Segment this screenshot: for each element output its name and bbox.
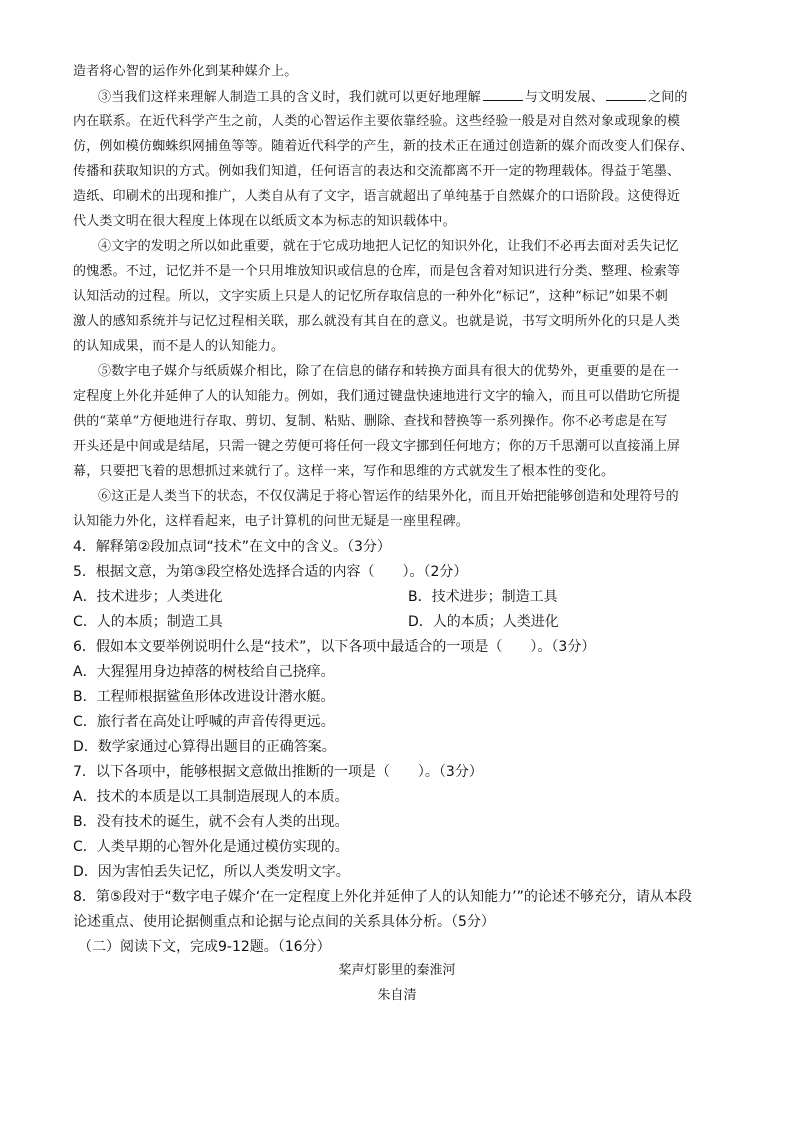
passage-line: 内在联系。在近代科学产生之前，人类的心智运作主要依靠经验。这些经验一般是对自然对象或现象的模	[73, 114, 681, 129]
passage-line: 认知能力外化，这样看起来，电子计算机的问世无疑是一座里程碑。	[73, 514, 470, 529]
section-heading: （二）阅读下文，完成9-12题。（16分）	[78, 939, 331, 955]
passage-line: 传播和获取知识的方式。例如我们知道，任何语言的表达和交流都离不开一定的物理载体。得益于笔墨、	[73, 164, 681, 179]
passage-line: 幕，只要把飞着的思想抓过来就行了。这样一来，写作和思维的方式就发生了根本性的变化。	[73, 464, 615, 479]
fill-blank	[483, 88, 523, 101]
option-b: B．没有技术的诞生，就不会有人类的出现。	[73, 814, 349, 830]
passage-line: 造纸、印刷术的出现和推广，人类自从有了文字，语言就超出了单纯基于自然媒介的口语阶段。这使得近	[73, 189, 681, 204]
passage-line: 代人类文明在很大程度上体现在以纸质文本为标志的知识载体中。	[73, 214, 456, 229]
passage-line: ⑤数字电子媒介与纸质媒介相比，除了在信息的储存和转换方面具有很大的优势外，更重要的是在一	[98, 364, 679, 379]
passage-line: 的愧悉。不过，记忆并不是一个只用堆放知识或信息的仓库，而是包含着对知识进行分类、整理、检索等	[73, 264, 681, 279]
question-8-cont: 论述重点、使用论据侧重点和论据与论点间的关系具体分析。（5分）	[73, 914, 495, 930]
option-d: D．人的本质；人类进化	[408, 614, 559, 630]
option-a: A．技术的本质是以工具制造展现人的本质。	[73, 789, 349, 805]
question-4: 4．解释第②段加点词“技术”在文中的含义。（3分）	[73, 539, 391, 555]
option-c: C．人类早期的心智外化是通过模仿实现的。	[73, 839, 349, 855]
option-c: C．人的本质；制造工具	[73, 614, 223, 630]
option-c: C．旅行者在高处让呼喊的声音传得更远。	[73, 714, 335, 730]
passage-line: 激人的感知系统并与记忆过程相关联，那么就没有其自在的意义。也就是说，书写文明所外化的只是人类	[73, 314, 681, 329]
option-d: D．数学家通过心算得出题目的正确答案。	[73, 739, 336, 755]
passage-line: 仿，例如模仿蜘蛛织网捕鱼等等。随着近代科学的产生，新的技术正在通过创造新的媒介而改变人们保存、	[73, 139, 694, 154]
option-b: B．技术进步；制造工具	[408, 589, 558, 605]
passage-line: 认知活动的过程。所以，文字实质上只是人的记忆所存取信息的一种外化“标记”，这种“标记”如果不刺	[73, 289, 668, 304]
option-d: D．因为害怕丢失记忆，所以人类发明文字。	[73, 864, 350, 880]
article-title: 桨声灯影里的秦淮河	[338, 963, 456, 978]
passage-line: 供的“菜单”方便地进行存取、剪切、复制、粘贴、删除、查找和替换等一系列操作。你不必考虑是在写	[73, 414, 668, 429]
question-5: 5．根据文意，为第③段空格处选择合适的内容（ ）。（2分）	[73, 564, 468, 580]
passage-line: ④文字的发明之所以如此重要，就在于它成功地把人记忆的知识外化，让我们不必再去面对丢失记忆	[98, 239, 679, 254]
option-a: A．技术进步；人类进化	[73, 589, 223, 605]
passage-line: 的认知成果，而不是人的认知能力。	[73, 339, 285, 354]
article-author: 朱自清	[377, 988, 417, 1003]
question-6: 6．假如本文要举例说明什么是“技术”，以下各项中最适合的一项是（ ）。（3分）	[73, 639, 596, 655]
passage-line: ⑥这正是人类当下的状态，不仅仅满足于将心智运作的结果外化，而且开始把能够创造和处理符号的	[98, 489, 679, 504]
fill-blank	[606, 88, 646, 101]
option-b: B．工程师根据鲨鱼形体改进设计潜水艇。	[73, 689, 335, 705]
question-8: 8．第⑤段对于“数字电子媒介‘在一定程度上外化并延伸了人的认知能力’”的论述不够充分，请从本段	[73, 889, 692, 905]
passage-line: 造者将心智的运作外化到某种媒介上。	[73, 64, 298, 79]
question-7: 7．以下各项中，能够根据文意做出推断的一项是（ ）。（3分）	[73, 764, 483, 780]
passage-line: 开头还是中间或是结尾，只需一键之劳便可将任何一段文字挪到任何地方；你的万千思潮可以直接涌上屏	[73, 439, 681, 454]
passage-line: 定程度上外化并延伸了人的认知能力。例如，我们通过键盘快速地进行文字的输入，而且可以借助它所提	[73, 389, 681, 404]
passage-line: ③当我们这样来理解人制造工具的含义时，我们就可以更好地理解 与文明发展、 之间的	[98, 90, 688, 105]
option-a: A．大猩猩用身边掉落的树枝给自己挠痒。	[73, 664, 335, 680]
